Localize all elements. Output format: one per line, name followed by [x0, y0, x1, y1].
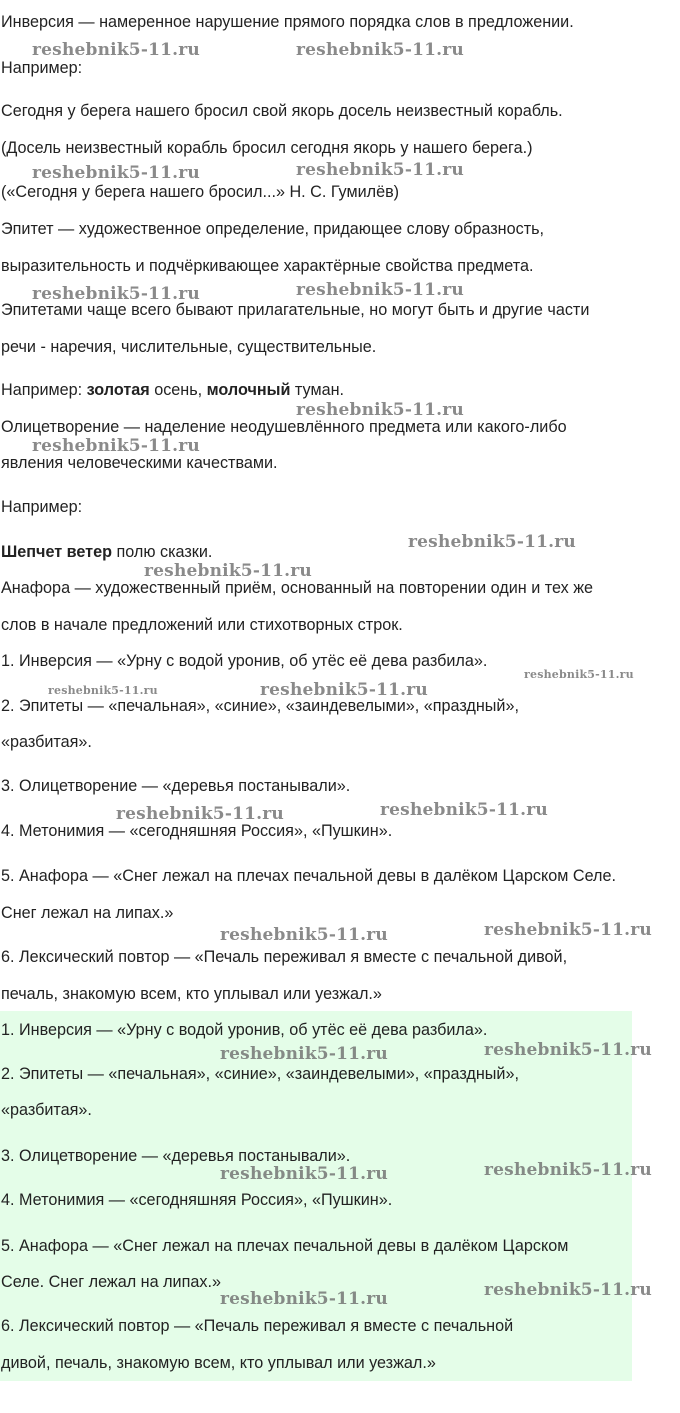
watermark: reshebnik5-11.ru: [260, 680, 428, 700]
answer-item-anaphora: 5. Анафора — «Снег лежал на плечах печальной девы в далёком Царском Селе.: [1, 867, 616, 885]
highlighted-item-repetition: 6. Лексический повтор — «Печаль переживал я вместе с печальной: [1, 1317, 514, 1335]
highlighted-item-repetition-cont: дивой, печаль, знакомую всем, кто уплывал или уезжал.»: [1, 1354, 436, 1372]
watermark: reshebnik5-11.ru: [220, 925, 388, 945]
epithet-definition-line-2: выразительность и подчёркивающее характёрные свойства предмета.: [1, 257, 534, 275]
watermark: reshebnik5-11.ru: [524, 668, 634, 681]
watermark: reshebnik5-11.ru: [380, 800, 548, 820]
watermark: reshebnik5-11.ru: [32, 163, 200, 183]
watermark: reshebnik5-11.ru: [296, 280, 464, 300]
answer-item-inversion: 1. Инверсия — «Урну с водой уронив, об утёс её дева разбила».: [1, 652, 488, 670]
inversion-direct-order: (Досель неизвестный корабль бросил сегодня якорь у нашего берега.): [1, 139, 533, 157]
watermark: reshebnik5-11.ru: [32, 40, 200, 60]
watermark: reshebnik5-11.ru: [484, 920, 652, 940]
highlighted-item-metonymy: 4. Метонимия — «сегодняшняя Россия», «Пушкин».: [1, 1191, 393, 1209]
watermark: reshebnik5-11.ru: [32, 284, 200, 304]
watermark: reshebnik5-11.ru: [484, 1280, 652, 1300]
epithet-example: [1, 380, 344, 400]
epithet-example-word-1: золотая: [86, 381, 150, 399]
anaphora-definition-line-2: слов в начале предложений или стихотворных строк.: [1, 616, 403, 634]
personification-definition-line-2: явления человеческими качествами.: [1, 454, 278, 472]
answer-item-epithets-cont: «разбитая».: [1, 733, 92, 751]
watermark: reshebnik5-11.ru: [296, 160, 464, 180]
watermark: reshebnik5-11.ru: [296, 40, 464, 60]
highlighted-item-epithets-cont: «разбитая».: [1, 1101, 92, 1119]
answer-item-repetition: 6. Лексический повтор — «Печаль переживал я вместе с печальной дивой,: [1, 948, 568, 966]
watermark: reshebnik5-11.ru: [220, 1164, 388, 1184]
watermark: reshebnik5-11.ru: [484, 1040, 652, 1060]
highlighted-item-anaphora-cont: Селе. Снег лежал на липах.»: [1, 1273, 221, 1291]
anaphora-definition-line-1: Анафора — художественный приём, основанный на повторении один и тех же: [1, 579, 594, 597]
answer-item-metonymy: 4. Метонимия — «сегодняшняя Россия», «Пушкин».: [1, 822, 393, 840]
epithet-example-text-1: осень,: [149, 381, 207, 399]
answer-item-anaphora-cont: Снег лежал на липах.»: [1, 904, 174, 922]
watermark: reshebnik5-11.ru: [220, 1044, 388, 1064]
personification-example-rest: полю сказки.: [112, 543, 213, 561]
highlighted-item-anaphora: 5. Анафора — «Снег лежал на плечах печальной девы в далёком Царском: [1, 1237, 569, 1255]
epithet-parts-line-1: Эпитетами чаще всего бывают прилагательные, но могут быть и другие части: [1, 301, 590, 319]
watermark: reshebnik5-11.ru: [220, 1289, 388, 1309]
inversion-definition: Инверсия — намеренное нарушение прямого порядка слов в предложении.: [1, 13, 574, 31]
watermark: reshebnik5-11.ru: [116, 804, 284, 824]
watermark: reshebnik5-11.ru: [484, 1160, 652, 1180]
epithet-definition-line-1: Эпитет — художественное определение, придающее слову образность,: [1, 220, 545, 238]
watermark: reshebnik5-11.ru: [144, 561, 312, 581]
personification-example: [1, 542, 212, 562]
watermark: reshebnik5-11.ru: [32, 436, 200, 456]
personification-definition-line-1: Олицетворение — наделение неодушевлённого предмета или какого-либо: [1, 418, 567, 436]
highlighted-item-personification: 3. Олицетворение — «деревья постанывали».: [1, 1147, 351, 1165]
epithet-example-word-2: молочный: [206, 381, 291, 399]
epithet-example-text-2: туман.: [290, 381, 345, 399]
epithet-example-label: Например:: [1, 381, 87, 399]
watermark: reshebnik5-11.ru: [408, 532, 576, 552]
epithet-parts-line-2: речи - наречия, числительные, существительные.: [1, 338, 377, 356]
inversion-source: («Сегодня у берега нашего бросил...» Н. С. Гумилёв): [1, 183, 400, 201]
personification-example-bold: Шепчет ветер: [1, 543, 113, 561]
answer-item-repetition-cont: печаль, знакомую всем, кто уплывал или уезжал.»: [1, 985, 382, 1003]
highlighted-item-epithets: 2. Эпитеты — «печальная», «синие», «заиндевелыми», «праздный»,: [1, 1065, 519, 1083]
watermark: reshebnik5-11.ru: [296, 400, 464, 420]
answer-item-personification: 3. Олицетворение — «деревья постанывали».: [1, 777, 351, 795]
answer-item-epithets: 2. Эпитеты — «печальная», «синие», «заиндевелыми», «праздный»,: [1, 697, 519, 715]
highlighted-item-inversion: 1. Инверсия — «Урну с водой уронив, об утёс её дева разбила».: [1, 1021, 488, 1039]
personification-example-label: Например:: [1, 498, 83, 516]
inversion-example: Сегодня у берега нашего бросил свой якорь досель неизвестный корабль.: [1, 102, 563, 120]
watermark: reshebnik5-11.ru: [48, 684, 158, 697]
inversion-example-label: Например:: [1, 59, 83, 77]
